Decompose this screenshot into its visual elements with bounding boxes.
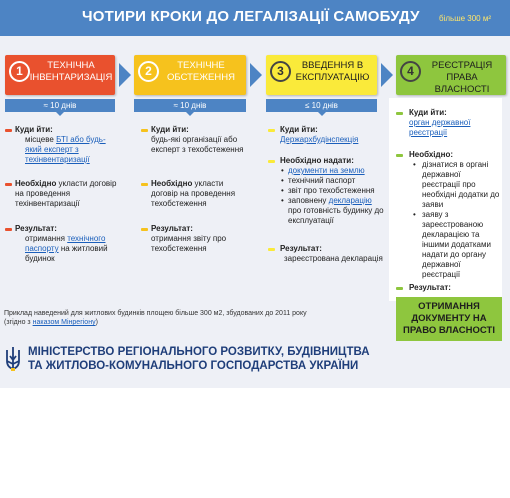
col4-result-heading: Результат:: [409, 283, 451, 292]
step-1-number: 1: [9, 61, 30, 82]
step-2-title-line1: ТЕХНІЧНЕ: [177, 60, 225, 71]
col3-need-list: [280, 166, 384, 226]
col1-need-body: укласти договір на проведення техінвентаризації: [15, 179, 117, 208]
step-2-number: 2: [138, 61, 159, 82]
bti-link[interactable]: БТІ або будь-який експерт з техінвентаризації: [25, 135, 106, 164]
step-2-title: [158, 60, 244, 84]
col1-result-prefix: отримання: [25, 234, 68, 243]
col1-where-text: [15, 135, 121, 165]
header-banner: [0, 0, 510, 36]
bullet-icon: [396, 154, 403, 157]
bullet-icon: [396, 287, 403, 290]
col1-where-heading: Куди йти:: [15, 125, 53, 134]
col1-need-heading: Необхідно: [15, 179, 57, 188]
ministry-name-line1: МІНІСТЕРСТВО РЕГІОНАЛЬНОГО РОЗВИТКУ, БУДІВНИЦТВА: [28, 346, 370, 358]
ministry-order-link[interactable]: наказом Мінрегіону: [32, 319, 96, 326]
tech-passport-link[interactable]: технічного паспорту: [25, 234, 106, 253]
col2-where-text: будь-які організації або експерт з техобстеження: [151, 135, 244, 154]
col2-need-heading: Необхідно: [151, 179, 193, 188]
list-item: [288, 166, 384, 176]
step-2-duration: ≈ 10 днів: [134, 99, 246, 112]
step-2-title-line2: ОБСТЕЖЕННЯ: [167, 72, 235, 83]
bullet-icon: [268, 160, 275, 163]
list-item: • заяву з зареєстрованою декларацією та іншими додатками надати до органу державної реєстрації: [422, 210, 501, 280]
bullet-icon: [5, 129, 12, 132]
col1-need: [15, 179, 121, 209]
ministry-block: [4, 345, 374, 377]
col1-result-heading: Результат:: [15, 224, 57, 233]
arrow-right-icon: [250, 63, 262, 87]
col4-need: [409, 150, 501, 280]
area-note: більше 300 м²: [439, 14, 492, 23]
col1-where-prefix: місцеве: [25, 135, 57, 144]
registry-link[interactable]: орган державної реєстрації: [409, 118, 471, 137]
step-4-number: 4: [400, 61, 421, 82]
list-item: [288, 186, 384, 196]
bullet-icon: [141, 129, 148, 132]
col3-result-text: зареєстрована декларація: [284, 254, 383, 263]
bullet-icon: [5, 183, 12, 186]
final-result-line2: ДОКУМЕНТУ НА: [411, 313, 487, 324]
col3-result: [280, 244, 384, 264]
col4-where: [409, 108, 501, 138]
trident-emblem-icon: [4, 346, 22, 372]
list-item: [288, 176, 384, 186]
col3-result-heading: Результат:: [280, 244, 322, 253]
bullet-icon: [396, 112, 403, 115]
step-4-box: [396, 55, 506, 95]
col2-result-text: отримання звіту про техобстеження: [151, 234, 227, 253]
list-item-text: про готовність будинку до експлуатації: [288, 206, 384, 225]
col1-result-suffix: на житловий будинок: [25, 244, 108, 263]
col1-result-text: [15, 234, 121, 264]
land-docs-link[interactable]: документи на землю: [288, 166, 365, 175]
list-item: • дізнатися в органі державної реєстрації про необхідні додатки до заяви: [422, 160, 501, 210]
col3-need-heading: Необхідно надати:: [280, 156, 354, 165]
footnote-line1: Приклад наведений для житлових будинків площею більше 300 м2, збудованих до 2011 року: [4, 310, 307, 317]
footnote-prefix: (згідно з: [4, 319, 33, 326]
arrow-right-icon: [119, 63, 131, 87]
bullet-icon: [141, 183, 148, 186]
final-result-box: [396, 297, 502, 341]
step-1-box: [5, 55, 115, 95]
col3-need: [280, 156, 384, 226]
step-3-title: [290, 60, 375, 84]
col2-need: [151, 179, 251, 209]
bullet-icon: [141, 228, 148, 231]
col2-result: [151, 224, 251, 254]
step-2-box: [134, 55, 246, 95]
step-1-title-line2: ІНВЕНТАРИЗАЦІЯ: [29, 72, 113, 83]
step-3-title-line2: ЕКСПЛУАТАЦІЮ: [295, 72, 370, 83]
step-4-title-line1: РЕЄСТРАЦІЯ: [431, 60, 493, 71]
ministry-name-line2: ТА ЖИТЛОВО-КОМУНАЛЬНОГО ГОСПОДАРСТВА УКРАЇНИ: [28, 360, 359, 372]
step-3-number: 3: [270, 61, 291, 82]
col3-where: [280, 125, 384, 145]
step-3-title-line1: ВВЕДЕННЯ В: [301, 60, 364, 71]
bullet-icon: [268, 129, 275, 132]
col1-where: [15, 125, 121, 165]
step-3-box: [266, 55, 377, 95]
col1-need-text: [15, 179, 121, 209]
final-result-line1: ОТРИМАННЯ: [418, 301, 480, 312]
step-4-title: [420, 60, 504, 96]
declaration-link[interactable]: декларацію: [328, 196, 372, 205]
footnote-line2: [4, 318, 307, 327]
col1-result: [15, 224, 121, 264]
col2-where: [151, 125, 251, 155]
list-item-prefix: заповнену: [288, 196, 329, 205]
col4-result: [409, 283, 501, 293]
footnote: [4, 309, 307, 327]
col4-where-heading: Куди йти:: [409, 108, 447, 117]
list-item: [288, 196, 384, 226]
dabi-link[interactable]: Держархбудінспекція: [280, 135, 359, 144]
col2-result-heading: Результат:: [151, 224, 193, 233]
step-4-title-line2: ПРАВА ВЛАСНОСТІ: [434, 72, 490, 95]
col2-need-body: укласти договір на проведення техобстеження: [151, 179, 236, 208]
step-1-title-line1: ТЕХНІЧНА: [47, 60, 95, 71]
step-1-title: [29, 60, 113, 84]
final-result-line3: ПРАВО ВЛАСНОСТІ: [403, 325, 495, 336]
page-title: ЧОТИРИ КРОКИ ДО ЛЕГАЛІЗАЦІЇ САМОБУДУ: [82, 8, 420, 25]
col4-need-heading: Необхідно:: [409, 150, 453, 159]
col2-need-text: [151, 179, 251, 209]
list-item-text: технічний паспорт: [288, 176, 356, 185]
arrow-right-icon: [381, 63, 393, 87]
bullet-icon: [5, 228, 12, 231]
step-3-duration: ≤ 10 днів: [266, 99, 377, 112]
step-1-duration: ≈ 10 днів: [5, 99, 115, 112]
footnote-suffix: ): [95, 319, 98, 326]
bullet-icon: [268, 248, 275, 251]
list-item-text: звіт про техобстеження: [288, 186, 375, 195]
col2-where-heading: Куди йти:: [151, 125, 189, 134]
col3-where-heading: Куди йти:: [280, 125, 318, 134]
col4-need-list: [409, 160, 501, 280]
